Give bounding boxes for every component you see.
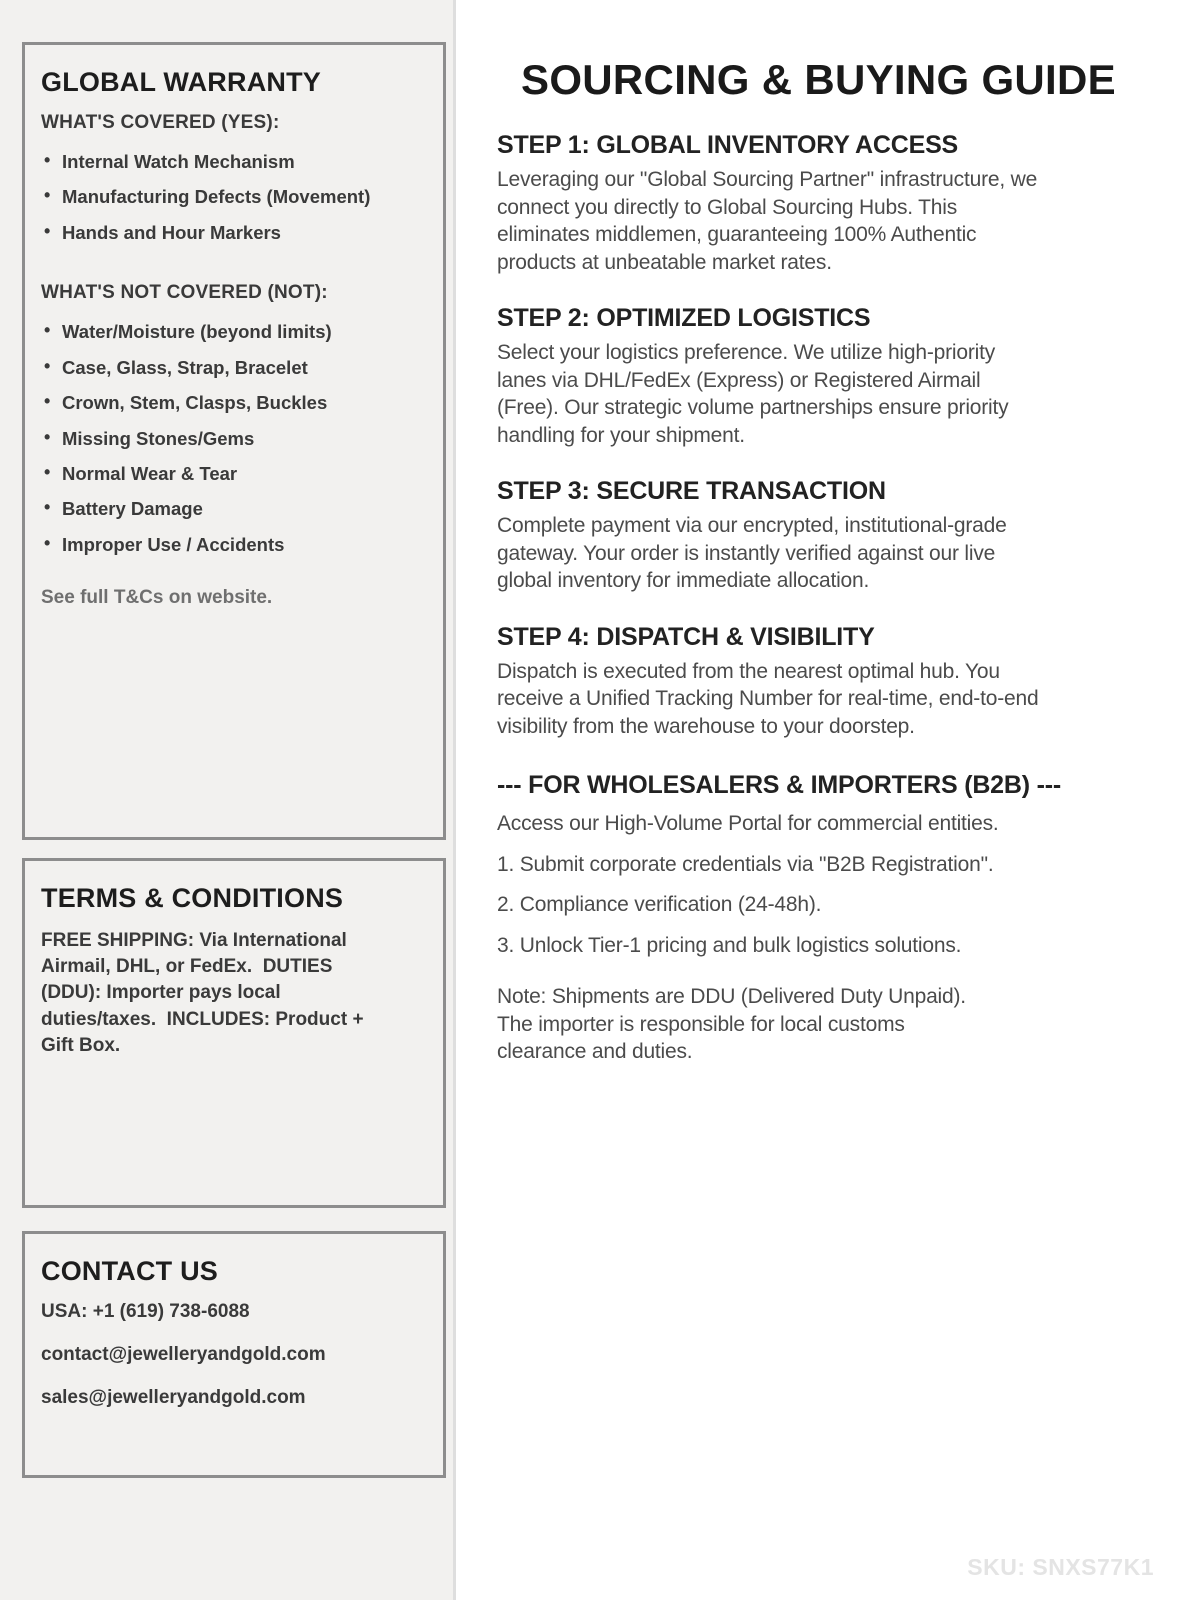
step-4-body: Dispatch is executed from the nearest optimal hub. You receive a Unified Tracking Number for real-time, end-to-end visibility from the warehouse to your doorstep. (497, 659, 1039, 738)
sales-email: sales@jewelleryandgold.com (41, 1387, 306, 1408)
global-warranty-box (22, 42, 446, 840)
covered-heading: WHAT'S COVERED (YES): (41, 112, 280, 133)
list-item: • Missing Stones/Gems (41, 429, 425, 448)
list-item: • Water/Moisture (beyond limits) (41, 322, 425, 341)
b2b-item-1: 1. Submit corporate credentials via "B2B Registration". (497, 852, 994, 876)
contact-email: contact@jewelleryandgold.com (41, 1344, 326, 1365)
contact-title: CONTACT US (41, 1256, 218, 1286)
step-2-heading: STEP 2: OPTIMIZED LOGISTICS (497, 304, 871, 333)
step-4-section (497, 622, 1140, 741)
warranty-title: GLOBAL WARRANTY (41, 67, 321, 97)
step-1-heading: STEP 1: GLOBAL INVENTORY ACCESS (497, 131, 959, 160)
contact-box (22, 1231, 446, 1478)
covered-list (41, 152, 425, 242)
step-1-body: Leveraging our "Global Sourcing Partner" infrastructure, we connect you directly to Global Sourcing Hubs. This eliminates middlemen, guaranteeing 100% Authentic products at unbeatable market rates. (497, 168, 1038, 274)
b2b-section (497, 770, 1140, 1066)
list-item: • Manufacturing Defects (Movement) (41, 187, 425, 206)
list-item: • Crown, Stem, Clasps, Buckles (41, 393, 425, 412)
step-4-heading: STEP 4: DISPATCH & VISIBILITY (497, 622, 875, 651)
list-item: • Internal Watch Mechanism (41, 152, 425, 171)
list-item: • Battery Damage (41, 499, 425, 518)
terms-title: TERMS & CONDITIONS (41, 883, 344, 913)
step-2-section (497, 303, 1140, 449)
b2b-item-2: 2. Compliance verification (24-48h). (497, 893, 822, 917)
sidebar (0, 0, 456, 1600)
sku-label: SKU: SNXS77K1 (967, 1554, 1154, 1580)
b2b-intro: Access our High-Volume Portal for commercial entities. (497, 812, 999, 836)
not-covered-list (41, 322, 425, 554)
list-item: • Improper Use / Accidents (41, 535, 425, 554)
step-3-body: Complete payment via our encrypted, institutional-grade gateway. Your order is instantly verified against our live global inventory for immediate allocation. (497, 514, 1007, 593)
list-item: • Hands and Hour Markers (41, 223, 425, 242)
b2b-heading: --- FOR WHOLESALERS & IMPORTERS (B2B) --- (497, 771, 1061, 800)
warranty-footnote: See full T&Cs on website. (41, 587, 273, 609)
list-item: • Normal Wear & Tear (41, 464, 425, 483)
contact-phone: USA: +1 (619) 738-6088 (41, 1301, 250, 1322)
ddu-note: Note: Shipments are DDU (Delivered Duty Unpaid). The importer is responsible for local customs clearance and duties. (497, 985, 966, 1064)
step-2-body: Select your logistics preference. We utilize high-priority lanes via DHL/FedEx (Express) or Registered Airmail (Free). Our strategic volume partnerships ensure priority handling for your shipment. (497, 341, 1009, 447)
page-title: SOURCING & BUYING GUIDE (521, 56, 1116, 103)
not-covered-heading: WHAT'S NOT COVERED (NOT): (41, 282, 328, 304)
terms-body: FREE SHIPPING: Via International Airmail, DHL, or FedEx. DUTIES (DDU): Importer pays local duties/taxes. INCLUDES: Product + Gift Box. (41, 930, 369, 1056)
b2b-item-3: 3. Unlock Tier-1 pricing and bulk logistics solutions. (497, 933, 962, 957)
terms-box (22, 858, 446, 1208)
list-item: • Case, Glass, Strap, Bracelet (41, 358, 425, 377)
step-1-section (497, 130, 1140, 276)
step-3-heading: STEP 3: SECURE TRANSACTION (497, 477, 886, 506)
step-3-section (497, 476, 1140, 595)
guide-main-column (459, 0, 1200, 1600)
